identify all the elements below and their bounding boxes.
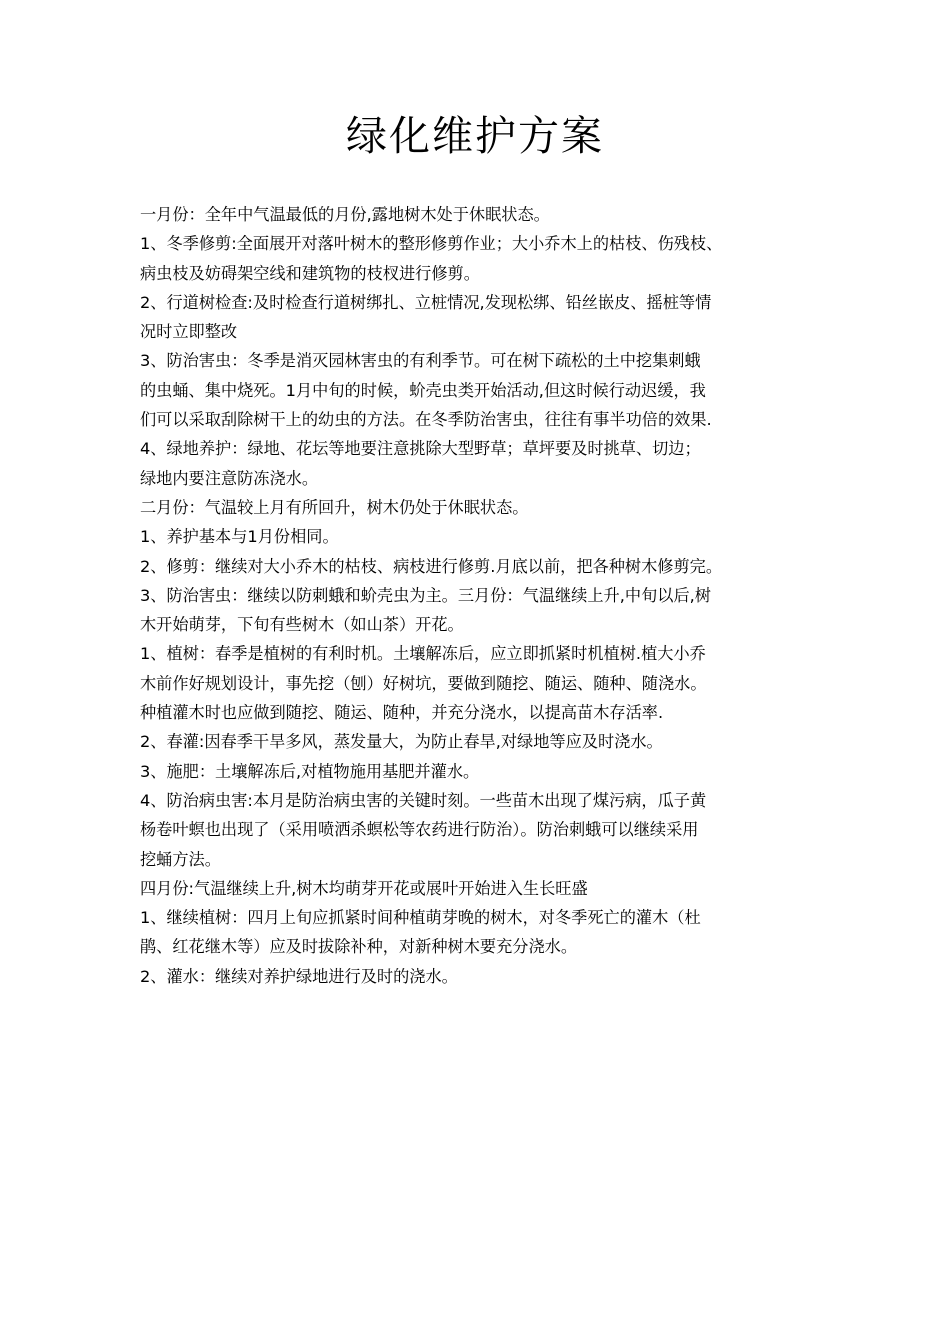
text-line: 木前作好规划设计，事先挖（刨）好树坑，要做到随挖、随运、随种、随浇水。	[140, 673, 707, 693]
text-line: 2、修剪：继续对大小乔木的枯枝、病枝进行修剪.月底以前，把各种树木修剪完。	[140, 556, 723, 576]
text-line: 一月份：全年中气温最低的月份,露地树木处于休眠状态。	[140, 205, 550, 224]
text-line: 木开始萌芽，下旬有些树木（如山茶）开花。	[140, 615, 464, 635]
text-line: 种植灌木时也应做到随挖、随运、随种，并充分浇水，以提高苗木存活率.	[140, 703, 664, 723]
text-line: 们可以采取刮除树干上的幼虫的方法。在冬季防治害虫，往往有事半功倍的效果.	[140, 410, 712, 430]
text-line: 挖蛹方法。	[140, 849, 221, 869]
text-line: 的虫蛹、集中烧死。1月中旬的时候，蚧壳虫类开始活动,但这时候行动迟缓，我	[140, 380, 706, 400]
text-line: 1、冬季修剪:全面展开对落叶树木的整形修剪作业；大小乔木上的枯枝、伤残枝、	[140, 234, 723, 254]
text-line: 杨卷叶螟也出现了（采用喷洒杀螟松等农药进行防治）。防治刺蛾可以继续采用	[140, 820, 699, 840]
text-line: 3、防治害虫：冬季是消灭园林害虫的有利季节。可在树下疏松的土中挖集刺蛾	[140, 351, 701, 371]
text-line: 2、春灌:因春季干旱多风，蒸发量大，为防止春旱,对绿地等应及时浇水。	[140, 732, 663, 752]
text-line: 3、防治害虫：继续以防刺蛾和蚧壳虫为主。三月份：气温继续上升,中旬以后,树	[140, 585, 711, 605]
text-line: 1、植树：春季是植树的有利时机。土壤解冻后，应立即抓紧时机植树.植大小乔	[140, 644, 706, 664]
text-line: 鹃、红花继木等）应及时拔除补种，对新种树木要充分浇水。	[140, 937, 578, 957]
text-line: 3、施肥：土壤解冻后,对植物施用基肥并灌水。	[140, 761, 480, 781]
text-line: 1、继续植树：四月上旬应抓紧时间种植萌芽晚的树木，对冬季死亡的灌木（杜	[140, 908, 701, 928]
text-line: 况时立即整改	[140, 322, 238, 342]
text-line: 四月份:气温继续上升,树木均萌芽开花或展叶开始进入生长旺盛	[140, 878, 588, 898]
document-body	[140, 200, 830, 991]
text-line: 2、行道树检查:及时检查行道树绑扎、立桩情况,发现松绑、铅丝嵌皮、摇桩等情	[140, 292, 712, 312]
text-line: 1、养护基本与1月份相同。	[140, 527, 339, 547]
text-line: 2、灌水：继续对养护绿地进行及时的浇水。	[140, 966, 458, 986]
document-title: 绿化维护方案	[346, 112, 604, 160]
text-line: 4、防治病虫害:本月是防治病虫害的关键时刻。一些苗木出现了煤污病，瓜子黄	[140, 790, 707, 810]
text-line: 绿地内要注意防冻浇水。	[140, 468, 319, 488]
text-line: 4、绿地养护：绿地、花坛等地要注意挑除大型野草；草坪要及时挑草、切边；	[140, 439, 701, 459]
text-line: 病虫枝及妨碍架空线和建筑物的枝杈进行修剪。	[140, 263, 480, 283]
text-line: 二月份：气温较上月有所回升，树木仍处于休眠状态。	[140, 497, 529, 517]
